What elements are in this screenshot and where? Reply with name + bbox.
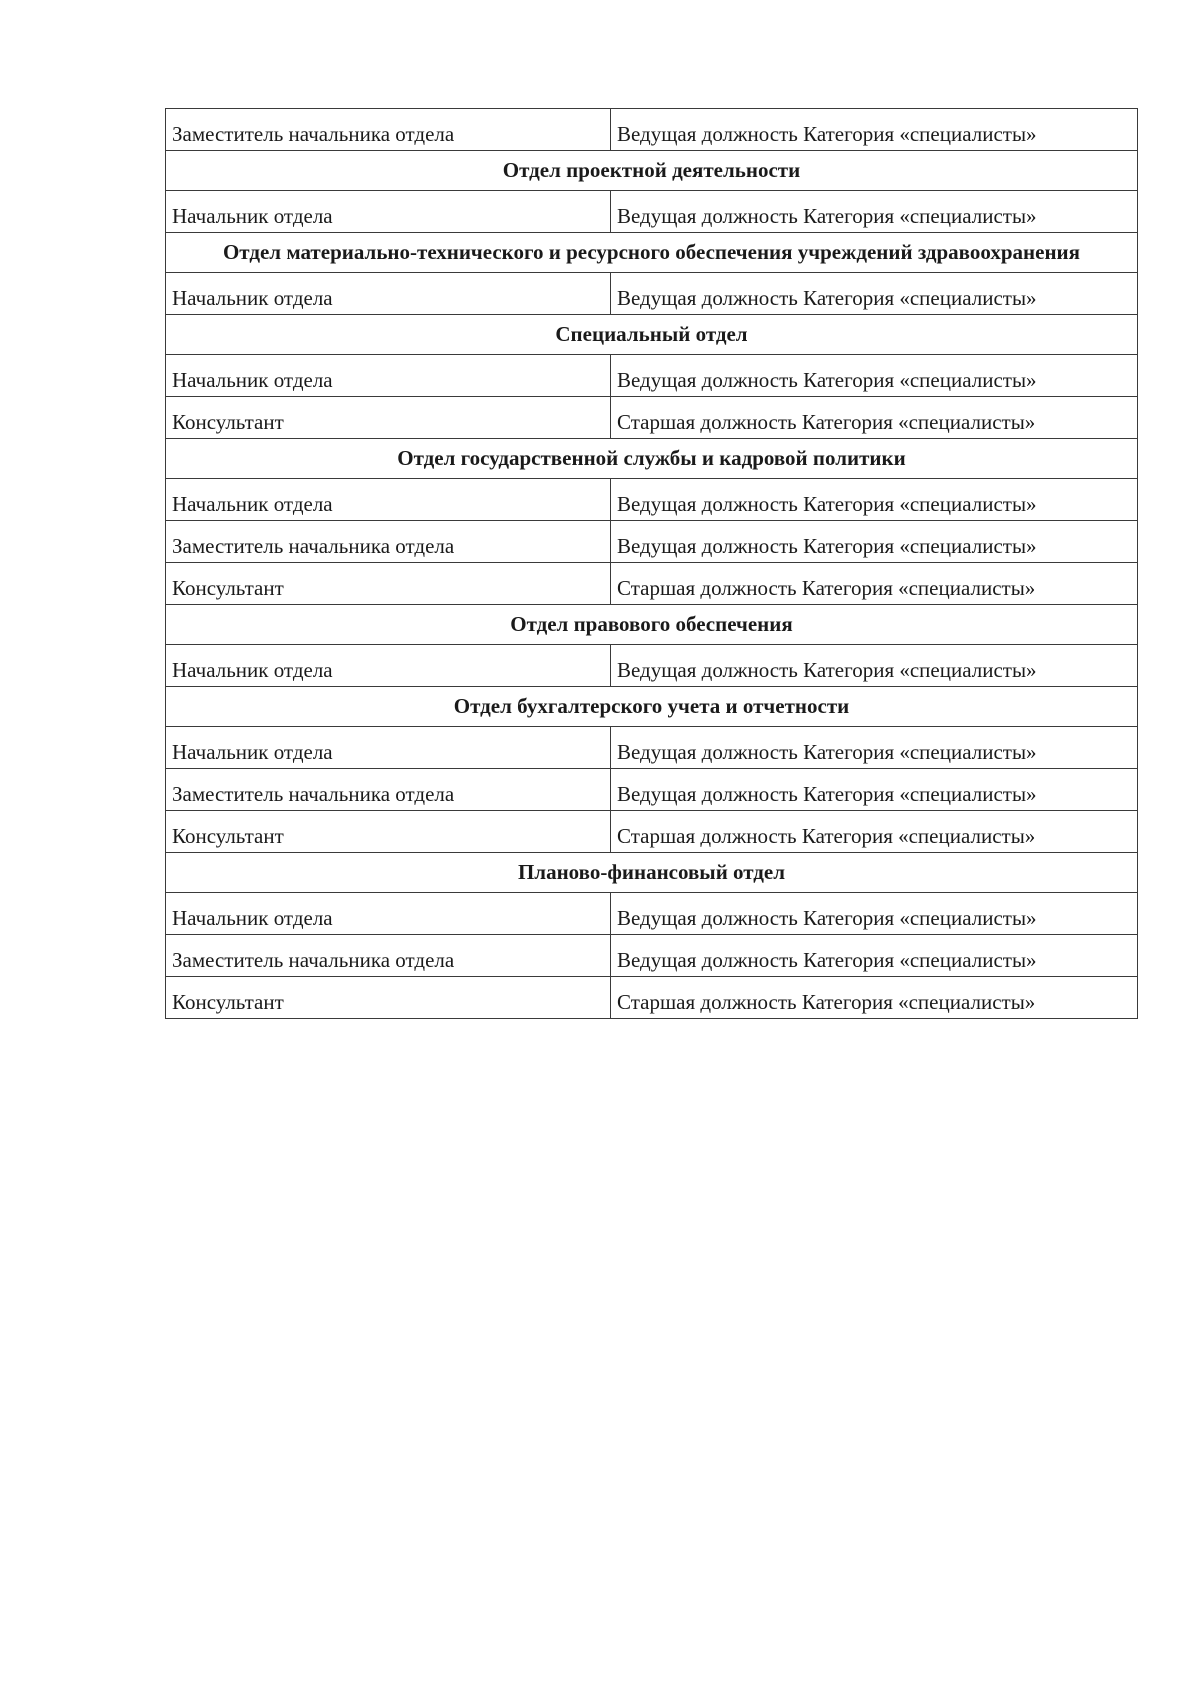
category-cell: Ведущая должность Категория «специалисты» xyxy=(611,191,1138,233)
category-cell: Ведущая должность Категория «специалисты» xyxy=(611,355,1138,397)
category-cell: Ведущая должность Категория «специалисты» xyxy=(611,645,1138,687)
category-cell: Старшая должность Категория «специалисты» xyxy=(611,811,1138,853)
section-header-row xyxy=(166,605,1138,645)
section-header-row xyxy=(166,439,1138,479)
position-cell: Консультант xyxy=(166,563,611,605)
category-cell: Ведущая должность Категория «специалисты» xyxy=(611,893,1138,935)
category-cell: Ведущая должность Категория «специалисты» xyxy=(611,479,1138,521)
table-row xyxy=(166,109,1138,151)
position-cell: Консультант xyxy=(166,397,611,439)
section-header-row xyxy=(166,315,1138,355)
position-cell: Начальник отдела xyxy=(166,645,611,687)
table-row xyxy=(166,769,1138,811)
table-row xyxy=(166,727,1138,769)
section-title: Отдел правового обеспечения xyxy=(166,605,1138,645)
positions-table xyxy=(165,108,1138,1019)
section-title: Специальный отдел xyxy=(166,315,1138,355)
section-title: Отдел материально-технического и ресурсного обеспечения учреждений здравоохранения xyxy=(166,233,1138,273)
table-row xyxy=(166,397,1138,439)
table-row xyxy=(166,273,1138,315)
position-cell: Начальник отдела xyxy=(166,191,611,233)
table-row xyxy=(166,645,1138,687)
position-cell: Заместитель начальника отдела xyxy=(166,521,611,563)
category-cell: Ведущая должность Категория «специалисты» xyxy=(611,935,1138,977)
category-cell: Ведущая должность Категория «специалисты» xyxy=(611,109,1138,151)
section-header-row xyxy=(166,853,1138,893)
table-row xyxy=(166,191,1138,233)
table-row xyxy=(166,355,1138,397)
category-cell: Ведущая должность Категория «специалисты» xyxy=(611,769,1138,811)
category-cell: Старшая должность Категория «специалисты» xyxy=(611,397,1138,439)
position-cell: Заместитель начальника отдела xyxy=(166,935,611,977)
category-cell: Ведущая должность Категория «специалисты» xyxy=(611,521,1138,563)
position-cell: Начальник отдела xyxy=(166,273,611,315)
table-row xyxy=(166,811,1138,853)
section-title: Отдел государственной службы и кадровой политики xyxy=(166,439,1138,479)
category-cell: Старшая должность Категория «специалисты» xyxy=(611,977,1138,1019)
section-header-row xyxy=(166,233,1138,273)
table-row xyxy=(166,521,1138,563)
position-cell: Консультант xyxy=(166,811,611,853)
position-cell: Консультант xyxy=(166,977,611,1019)
table-row xyxy=(166,935,1138,977)
category-cell: Старшая должность Категория «специалисты» xyxy=(611,563,1138,605)
position-cell: Заместитель начальника отдела xyxy=(166,769,611,811)
section-title: Отдел проектной деятельности xyxy=(166,151,1138,191)
position-cell: Начальник отдела xyxy=(166,727,611,769)
table-row xyxy=(166,893,1138,935)
section-header-row xyxy=(166,687,1138,727)
table-row xyxy=(166,479,1138,521)
position-cell: Заместитель начальника отдела xyxy=(166,109,611,151)
table-row xyxy=(166,563,1138,605)
category-cell: Ведущая должность Категория «специалисты» xyxy=(611,273,1138,315)
positions-table-body xyxy=(166,109,1138,1019)
section-header-row xyxy=(166,151,1138,191)
position-cell: Начальник отдела xyxy=(166,479,611,521)
section-title: Планово-финансовый отдел xyxy=(166,853,1138,893)
position-cell: Начальник отдела xyxy=(166,893,611,935)
table-row xyxy=(166,977,1138,1019)
position-cell: Начальник отдела xyxy=(166,355,611,397)
section-title: Отдел бухгалтерского учета и отчетности xyxy=(166,687,1138,727)
category-cell: Ведущая должность Категория «специалисты» xyxy=(611,727,1138,769)
